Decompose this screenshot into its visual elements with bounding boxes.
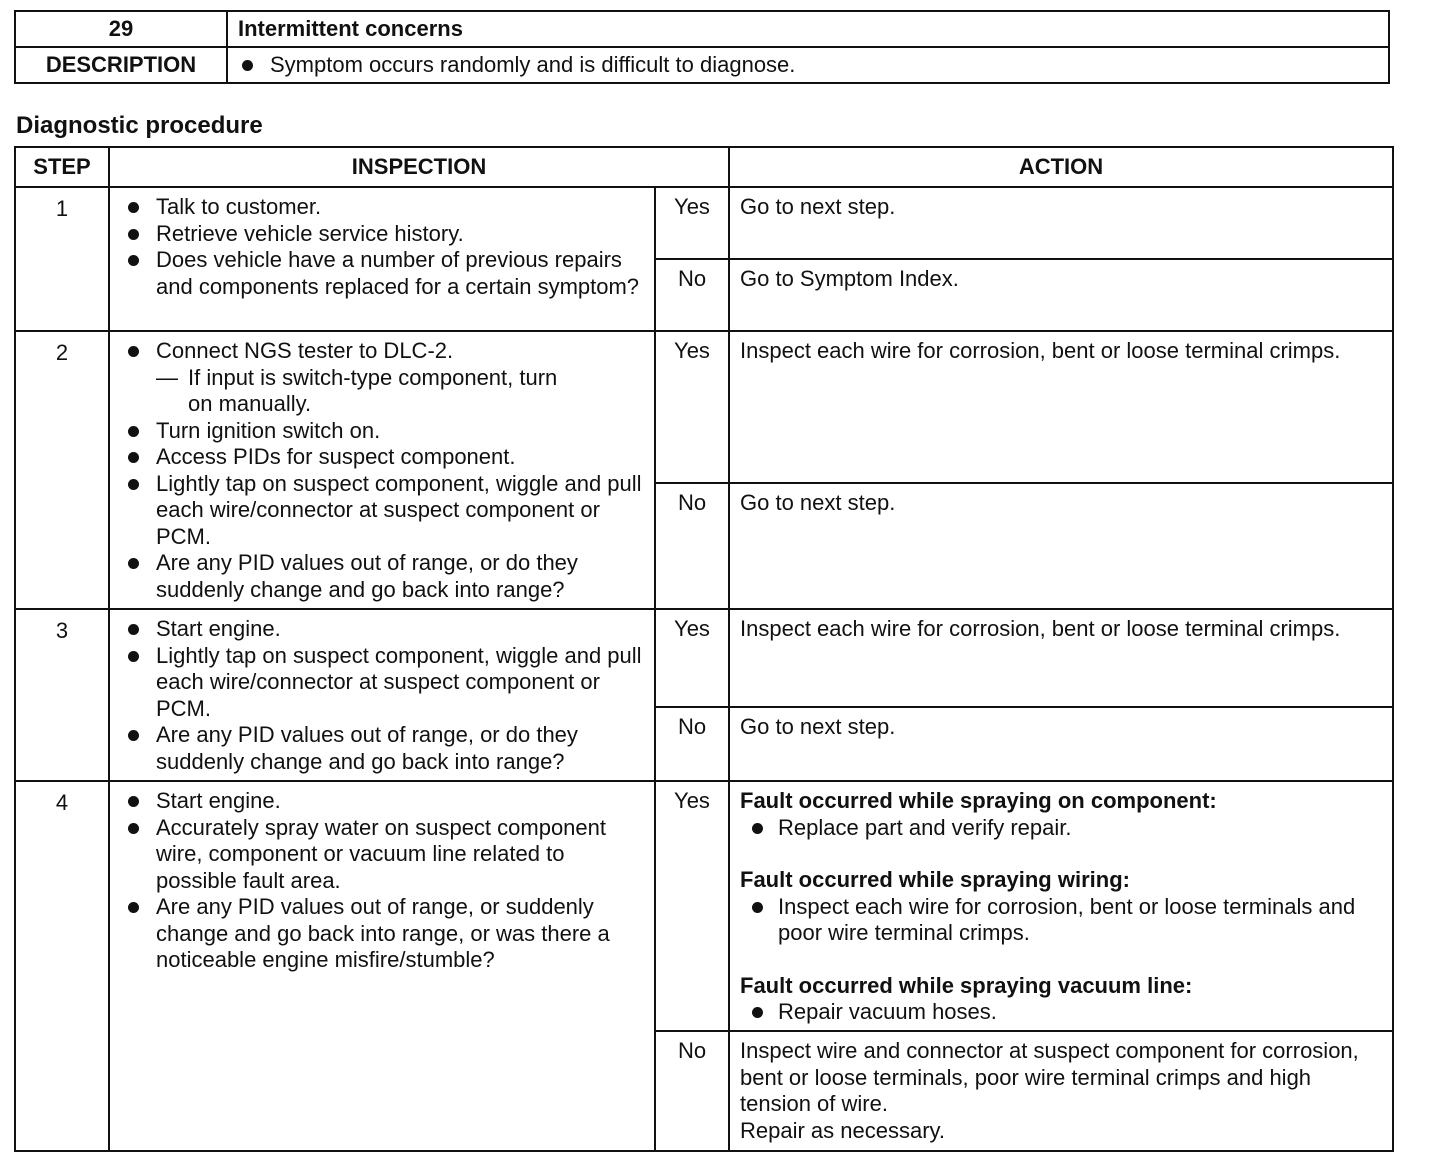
step-3-inspection [109,609,655,781]
step-3-yes-row [15,609,1393,707]
step-1-inspection [109,187,655,331]
step-2-sub-note [124,365,644,418]
step-2-yes-action: Inspect each wire for corrosion, bent or loose terminal crimps. [729,331,1393,483]
step-1-yes-label: Yes [655,187,729,259]
dash-mark: — [156,364,178,390]
step-3-no-label: No [655,707,729,781]
step-2-no-label: No [655,483,729,609]
step-4-inspection [109,781,655,1151]
description-list [238,52,1378,78]
procedure-header-row [15,147,1393,187]
column-action: ACTION [729,147,1393,187]
inspection-item: Lightly tap on suspect component, wiggle and pull each wire/connector at suspect component or PCM. [124,471,644,551]
step-4-no-label: No [655,1031,729,1151]
step-4-number: 4 [15,781,109,1151]
inspection-item: Retrieve vehicle service history. [124,221,644,248]
fault-block-wiring [740,867,1382,947]
inspection-item: Does vehicle have a number of previous repairs and components replaced for a certain symptom? [124,247,644,300]
fault-heading: Fault occurred while spraying on component: [740,788,1217,813]
fault-heading: Fault occurred while spraying wiring: [740,867,1130,892]
header-description-row [15,47,1389,83]
column-inspection: INSPECTION [109,147,729,187]
fault-item: Replace part and verify repair. [740,815,1382,842]
fault-heading: Fault occurred while spraying vacuum line: [740,972,1193,998]
inspection-item: Start engine. [124,788,644,815]
column-step: STEP [15,147,109,187]
fault-list [740,999,1382,1026]
inspection-item: Are any PID values out of range, or suddenly change and go back into range, or was there a noticeable engine misfire/stumble? [124,894,644,974]
inspection-item: Accurately spray water on suspect component wire, component or vacuum line related to possible fault area. [124,815,644,895]
step-3-yes-action: Inspect each wire for corrosion, bent or loose terminal crimps. [729,609,1393,707]
description-label: DESCRIPTION [15,47,227,83]
step-3-inspection-list [124,616,644,775]
header-title-row [15,11,1389,47]
symptom-title: Intermittent concerns [227,11,1389,47]
step-4-yes-action [729,781,1393,1031]
inspection-item: Talk to customer. [124,194,644,221]
step-1-number: 1 [15,187,109,331]
step-1-no-action: Go to Symptom Index. [729,259,1393,331]
step-4-inspection-list [124,788,644,974]
step-2-no-action: Go to next step. [729,483,1393,609]
fault-item: Repair vacuum hoses. [740,999,1382,1026]
page [14,10,1394,1152]
sub-note-line-2: on manually. [188,391,312,416]
inspection-item: Connect NGS tester to DLC-2. [124,338,644,365]
step-2-yes-row [15,331,1393,483]
fault-list [740,815,1382,842]
no-action-text: Inspect wire and connector at suspect component for corrosion, bent or loose terminals, poor wire terminal crimps and high tension of wire. [740,1038,1359,1116]
step-4-no-action [729,1031,1393,1151]
description-cell [227,47,1389,83]
step-2-inspection [109,331,655,609]
fault-block-component [740,788,1382,841]
inspection-item: Turn ignition switch on. [124,418,644,445]
step-2-inspection-list-cont [124,418,644,604]
step-2-yes-label: Yes [655,331,729,483]
fault-list [740,894,1382,947]
step-2-number: 2 [15,331,109,609]
procedure-table [14,146,1394,1152]
fault-block-vacuum [740,973,1382,1026]
inspection-item: Start engine. [124,616,644,643]
sub-note-line-1: If input is switch-type component, turn [188,364,558,390]
no-action-text-2: Repair as necessary. [740,1117,946,1143]
inspection-item: Are any PID values out of range, or do they suddenly change and go back into range? [124,722,644,775]
inspection-item: Are any PID values out of range, or do they suddenly change and go back into range? [124,550,644,603]
inspection-item: Lightly tap on suspect component, wiggle and pull each wire/connector at suspect component or PCM. [124,643,644,723]
step-2-inspection-list [124,338,644,365]
step-4-yes-row [15,781,1393,1031]
step-1-inspection-list [124,194,644,300]
step-4-yes-label: Yes [655,781,729,1031]
step-3-number: 3 [15,609,109,781]
step-3-yes-label: Yes [655,609,729,707]
inspection-item: Access PIDs for suspect component. [124,444,644,471]
step-1-yes-row [15,187,1393,259]
step-1-no-label: No [655,259,729,331]
header-table [14,10,1390,84]
step-3-no-action: Go to next step. [729,707,1393,781]
fault-item: Inspect each wire for corrosion, bent or loose terminals and poor wire terminal crimps. [740,894,1382,947]
description-text: Symptom occurs randomly and is difficult to diagnose. [238,52,1378,78]
step-1-yes-action: Go to next step. [729,187,1393,259]
symptom-number: 29 [15,11,227,47]
section-title: Diagnostic procedure [16,112,263,139]
